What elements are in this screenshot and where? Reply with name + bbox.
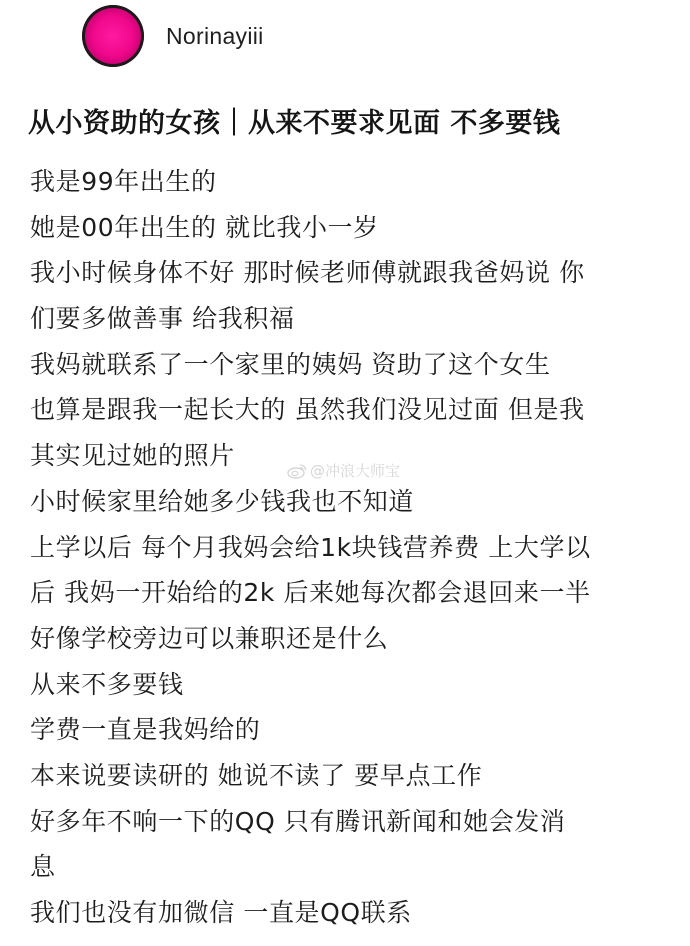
body-line: 我是99年出生的 [30, 167, 217, 196]
body-line: 我妈就联系了一个家里的姨妈 资助了这个女生 [30, 349, 551, 379]
body-line: 其实见过她的照片 [30, 441, 235, 471]
body-line: 息 [30, 852, 56, 882]
body-line: 她是00年出生的 就比我小一岁 [30, 212, 379, 242]
body-line: 本来说要读研的 她说不读了 要早点工作 [30, 760, 483, 790]
body-line: 学费一直是我妈给的 [30, 715, 261, 745]
body-line: 我小时候身体不好 那时候老师傅就跟我爸妈说 你 [30, 258, 585, 288]
body-line: 后 我妈一开始给的2k 后来她每次都会退回来一半 [30, 578, 591, 608]
post-title: 从小资助的女孩｜从来不要求见面 不多要钱 [28, 108, 561, 139]
body-line: 们要多做善事 给我积福 [30, 304, 295, 334]
body-line: 我们也没有加微信 一直是QQ联系 [30, 898, 412, 927]
post-body [30, 159, 680, 936]
body-line: 好多年不响一下的QQ 只有腾讯新闻和她会发消 [30, 806, 566, 836]
body-line: 小时候家里给她多少钱我也不知道 [30, 486, 415, 516]
post-header [82, 6, 264, 66]
avatar[interactable] [82, 5, 144, 67]
body-line: 也算是跟我一起长大的 虽然我们没见过面 但是我 [30, 395, 585, 425]
body-line: 上学以后 每个月我妈会给1k块钱营养费 上大学以 [30, 532, 591, 562]
body-line: 从来不多要钱 [30, 669, 184, 699]
weibo-icon [287, 463, 307, 479]
body-line: 好像学校旁边可以兼职还是什么 [30, 623, 389, 653]
username[interactable]: Norinayiii [166, 22, 264, 49]
watermark [287, 460, 400, 481]
watermark-text: @冲浪大师宝 [310, 462, 401, 480]
